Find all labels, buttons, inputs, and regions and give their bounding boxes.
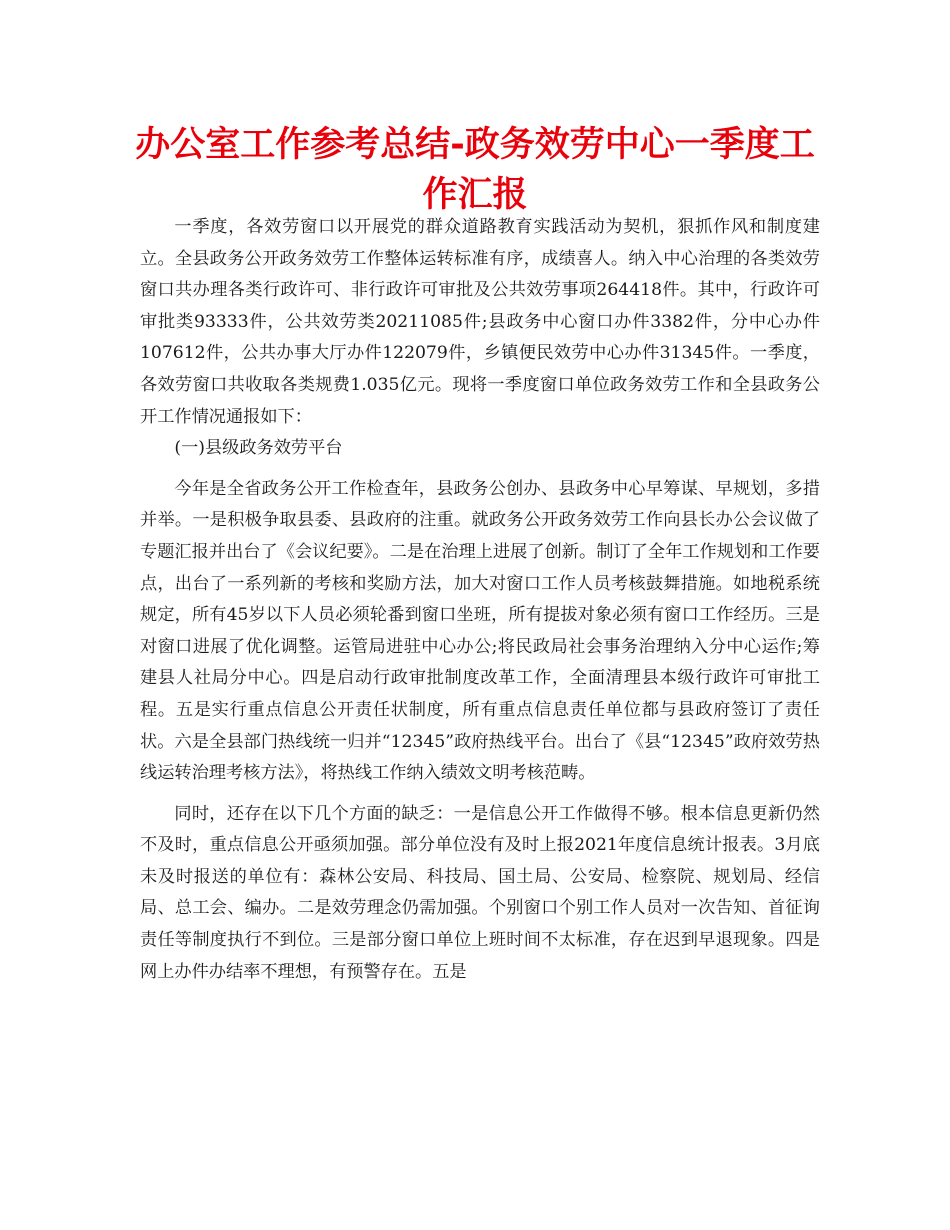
paragraph-summary: 一季度，各效劳窗口以开展党的群众道路教育实践活动为契机，狠抓作风和制度建立。全县政务公开政务效劳工作整体运转标准有序，成绩喜人。纳入中心治理的各类效劳窗口共办理各类行政许可、非行政许可审批及公共效劳事项264418件。其中，行政许可审批类93333件，公共效劳类20211085件;县政务中心窗口办件3382件，分中心办件107612件，公共办事大厅办件122079件，乡镇便民效劳中心办件31345件。一季度，各效劳窗口共收取各类规费1.035亿元。现将一季度窗口单位政务效劳工作和全县政务公开工作情况通报如下： xyxy=(140,217,820,427)
document-title: 办公室工作参考总结-政务效劳中心一季度工作汇报 xyxy=(135,125,815,215)
paragraph-shortcomings: 同时，还存在以下几个方面的缺乏：一是信息公开工作做得不够。根本信息更新仍然不及时，重点信息公开亟须加强。部分单位没有及时上报2021年度信息统计报表。3月底未及时报送的单位有：森林公安局、科技局、国土局、公安局、检察院、规划局、经信局、总工会、编办。二是效劳理念仍需加强。个别窗口个别工作人员对一次告知、首征询责任等制度执行不到位。三是部分窗口单位上班时间不太标准，存在迟到早退现象。四是网上办件办结率不理想，有预警存在。五是 xyxy=(140,803,820,982)
document-body xyxy=(140,212,820,988)
section-heading: (一)县级政务效劳平台 xyxy=(174,438,343,459)
paragraph-measures: 今年是全省政务公开工作检查年，县政务公创办、县政务中心早筹谋、早规划，多措并举。一是积极争取县委、县政府的注重。就政务公开政务效劳工作向县长办公会议做了专题汇报并出台了《会议纪要》。二是在治理上进展了创新。制订了全年工作规划和工作要点，出台了一系列新的考核和奖励方法，加大对窗口工作人员考核鼓舞措施。如地税系统规定，所有45岁以下人员必须轮番到窗口坐班，所有提拔对象必须有窗口工作经历。三是对窗口进展了优化调整。运管局进驻中心办公;将民政局社会事务治理纳入分中心运作;筹建县人社局分中心。四是启动行政审批制度改革工作，全面清理县本级行政许可审批工程。五是实行重点信息公开责任状制度，所有重点信息责任单位都与县政府签订了责任状。六是全县部门热线统一归并“12345”政府热线平台。出台了《县“12345”政府效劳热线运转治理考核方法》，将热线工作纳入绩效文明考核范畴。 xyxy=(140,478,820,784)
